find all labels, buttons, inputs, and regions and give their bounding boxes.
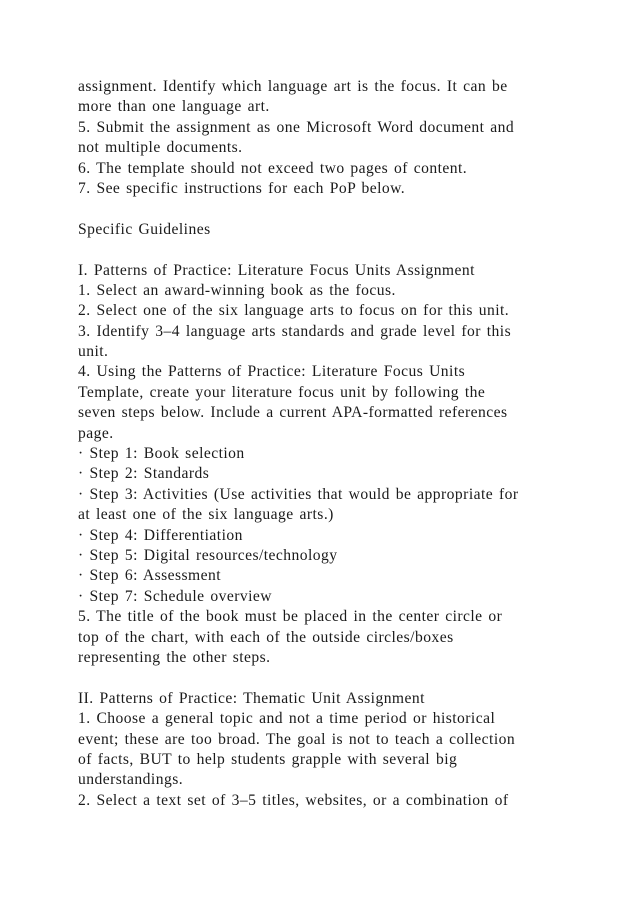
blank-line [78,668,578,688]
document-body [78,77,578,811]
section-heading: I. Patterns of Practice: Literature Focus Units Assignment [78,261,475,279]
text-line: 5. The title of the book must be placed in the center circle or [78,608,503,626]
text-line: 2. Select a text set of 3–5 titles, websites, or a combination of [78,791,509,809]
text-line: not multiple documents. [78,139,243,157]
section-heading: II. Patterns of Practice: Thematic Unit Assignment [78,689,425,707]
blank-line [78,240,578,260]
text-line: top of the chart, with each of the outside circles/boxes [78,628,454,646]
text-line: Template, create your literature focus unit by following the [78,383,486,401]
bullet-item: · Step 3: Activities (Use activities that would be appropriate for [78,485,519,503]
text-line: more than one language art. [78,98,270,116]
section-heading: Specific Guidelines [78,220,211,238]
text-line: assignment. Identify which language art is the focus. It can be [78,78,508,95]
text-line: understandings. [78,771,184,789]
text-line: 4. Using the Patterns of Practice: Literature Focus Units [78,363,466,381]
bullet-item: · Step 6: Assessment [78,567,222,585]
text-line: event; these are too broad. The goal is not to teach a collection [78,730,516,748]
bullet-item: · Step 7: Schedule overview [78,587,272,605]
text-line: at least one of the six language arts.) [78,506,334,524]
bullet-item: · Step 4: Differentiation [78,526,243,544]
text-line: 1. Select an award-winning book as the focus. [78,281,396,299]
text-line: 1. Choose a general topic and not a time period or historical [78,710,496,728]
text-line: 2. Select one of the six language arts to focus on for this unit. [78,302,510,320]
bullet-item: · Step 2: Standards [78,465,210,483]
text-line: of facts, BUT to help students grapple with several big [78,750,458,768]
bullet-item: · Step 5: Digital resources/technology [78,546,338,564]
text-line: 7. See specific instructions for each PoP below. [78,179,406,197]
bullet-item: · Step 1: Book selection [78,445,245,463]
text-line: 5. Submit the assignment as one Microsoft Word document and [78,118,515,136]
text-line: 3. Identify 3–4 language arts standards and grade level for this [78,322,512,340]
text-line: 6. The template should not exceed two pages of content. [78,159,468,177]
blank-line [78,199,578,219]
text-line: page. [78,424,114,442]
text-line: representing the other steps. [78,648,271,666]
text-line: seven steps below. Include a current APA-formatted references [78,404,508,422]
text-line: unit. [78,343,109,361]
